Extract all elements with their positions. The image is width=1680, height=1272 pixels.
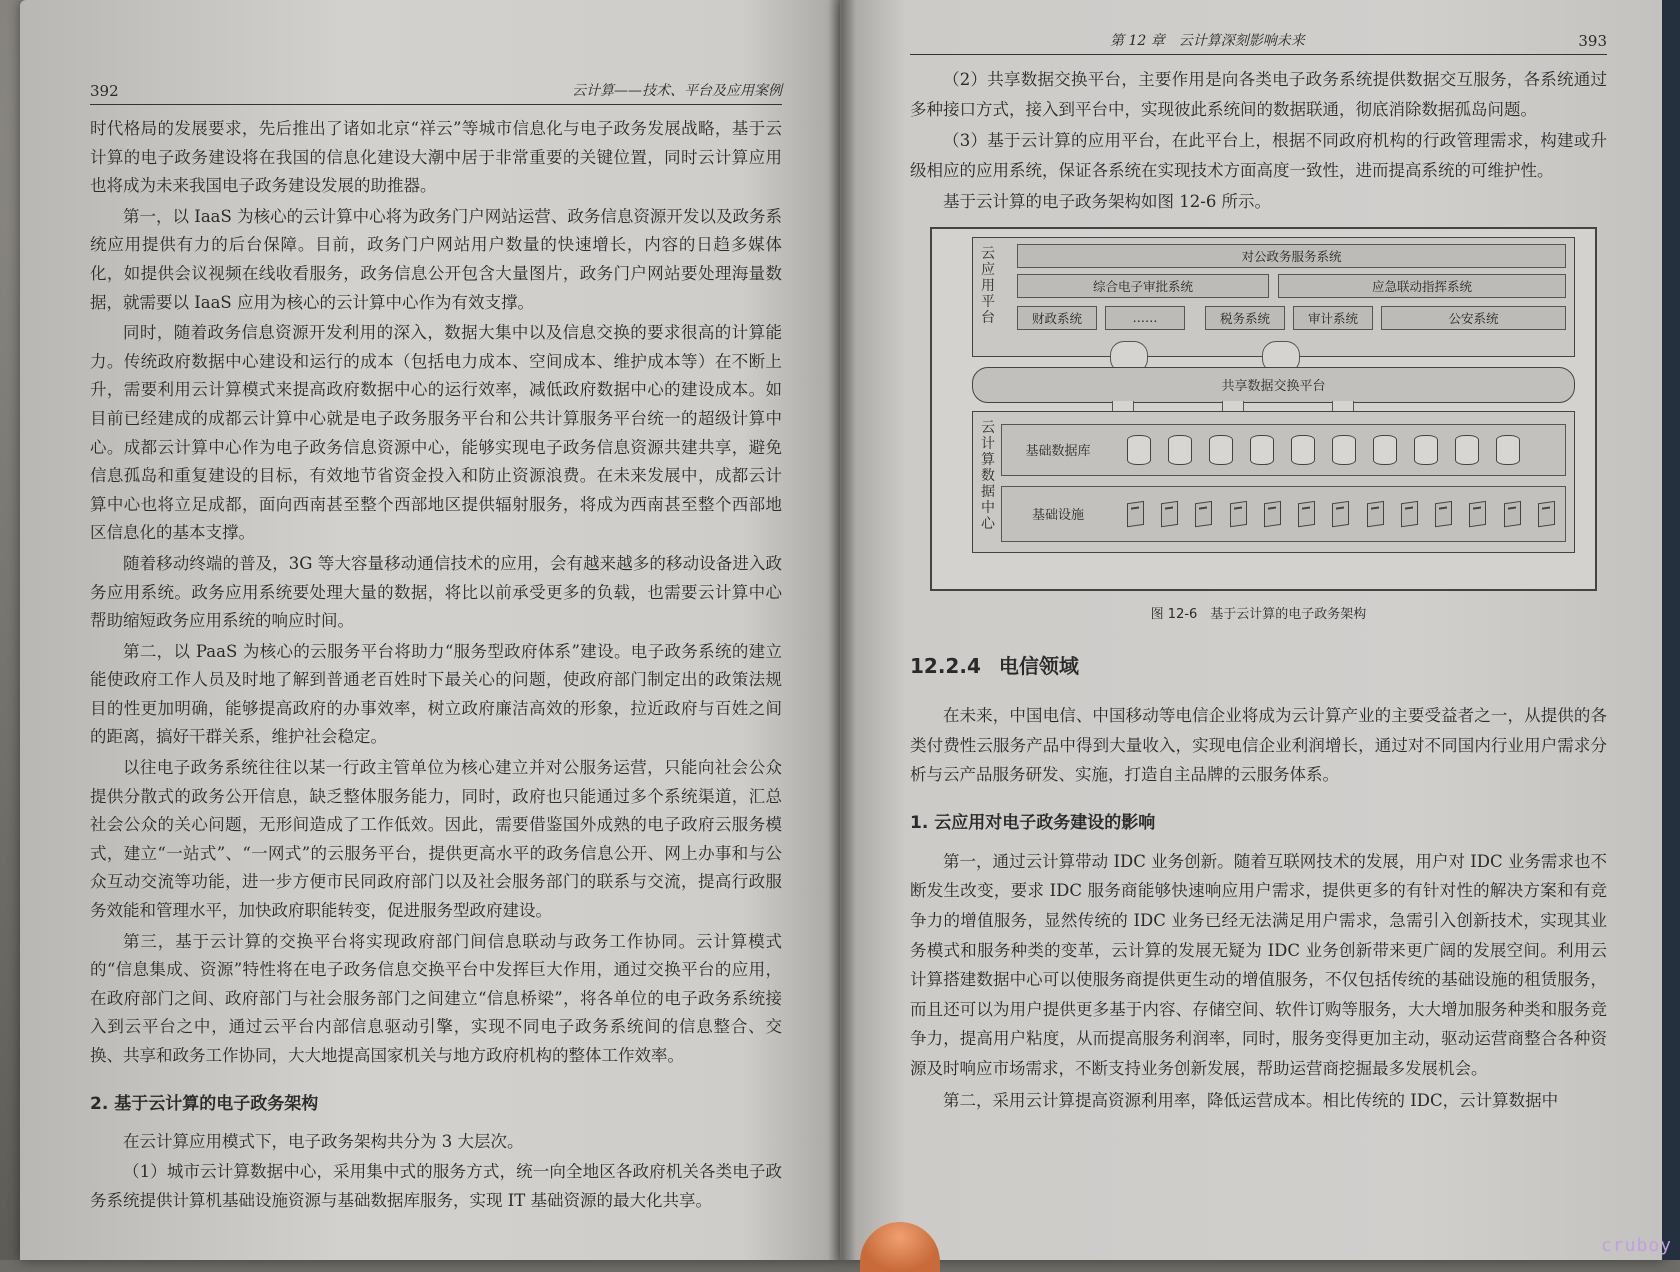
right-page — [840, 0, 1665, 1260]
server-icon — [1161, 501, 1178, 527]
infrastructure-label: 基础设施 — [1031, 508, 1084, 524]
left-page — [20, 0, 840, 1260]
server-icon — [1298, 501, 1315, 527]
figure-caption: 图 12-6 基于云计算的电子政务架构 — [1150, 606, 1367, 622]
server-icon — [1401, 501, 1418, 527]
police-system-box: 公安系统 — [1381, 306, 1566, 330]
paragraph: （1）城市云计算数据中心，采用集中式的服务方式，统一向全地区各政府机关各类电子政务系统提供计算机基础设施资源与基础数据库服务，实现 IT 基础资源的最大化共享。 — [90, 1162, 782, 1210]
paragraph: 以往电子政务系统往往以某一行政主管单位为核心建立并对公服务运营，只能向社会公众提供分散式的政务公开信息，缺乏整体服务能力，同时，政府也只能通过多个系统渠道，汇总社会公众的关心问题，无形间造成了工作低效。因此，需要借鉴国外成熟的电子政府云服务模式，建立“一站式”、“一网式”的云服务平台，提供更高水平的政务信息公开、网上办事和与公众互动交流等功能，进一步方便市民同政府部门以及社会服务部门的联系与交流，提高行政服务效能和管理水平，加快政府职能转变，促进服务型政府建设。 — [90, 758, 782, 921]
paragraph: 第一，以 IaaS 为核心的云计算中心将为政务门户网站运营、政务信息资源开发以及政务系统应用提供有力的后台保障。目前，政务门户网站用户数量的快速增长，内容的日趋多媒体化，如提供会议视频在线收看服务，政务信息公开包含大量图片，政务门户网站要处理海量数据，就需要以 IaaS 应用为核心的云计算中心作为有效支撑。 — [90, 206, 782, 312]
left-page-header — [90, 80, 782, 105]
public-service-system-box: 对公政务服务系统 — [1017, 244, 1566, 268]
server-icons — [1127, 487, 1555, 541]
right-page-number: 393 — [1578, 32, 1607, 50]
paragraph: （3）基于云计算的应用平台，在此平台上，根据不同政府机构的行政管理需求，构建或升级相应的应用系统，保证各系统在实现技术方面高度一致性，进而提高系统的可维护性。 — [910, 131, 1607, 180]
left-page-number: 392 — [90, 82, 119, 100]
paragraph: 基于云计算的电子政务架构如图 12-6 所示。 — [943, 192, 1272, 212]
server-icon — [1538, 501, 1555, 527]
database-icon — [1291, 435, 1315, 465]
data-exchange-platform: 共享数据交换平台 — [972, 367, 1575, 403]
database-icon — [1209, 435, 1233, 465]
approval-system-box: 综合电子审批系统 — [1017, 274, 1269, 298]
paragraph: 第二，以 PaaS 为核心的云服务平台将助力“服务型政府体系”建设。电子政务系统的建立能使政府工作人员及时地了解到普通老百姓时下最关心的问题，使政府部门制定出的政策法规目的性更加明确，能够提高政府的办事效率，树立政府廉洁高效的形象，拉近政府与百姓之间的距离，搞好干群关系，维护社会稳定。 — [90, 641, 782, 747]
infrastructure-row — [1001, 486, 1566, 542]
watermark: cruboy — [1600, 1235, 1672, 1256]
tax-system-box: 税务系统 — [1205, 306, 1285, 330]
section-title: 电信领域 — [998, 653, 1079, 678]
chapter-title: 第 12 章 云计算深刻影响未来 — [1110, 33, 1305, 49]
app-platform-label: 云应用平台 — [981, 245, 995, 326]
server-icon — [1264, 501, 1281, 527]
server-icon — [1504, 501, 1521, 527]
paragraph: 同时，随着政务信息资源开发利用的深入，数据大集中以及信息交换的要求很高的计算能力。传统政府数据中心建设和运行的成本（包括电力成本、空间成本、维护成本等）在不断上升，需要利用云计算模式来提高政府数据中心的运行效率，减低政府数据中心的建设成本。如目前已经建成的成都云计算中心就是电子政务服务平台和公共计算服务平台统一的超级计算中心。成都云计算中心作为电子政务信息资源中心，能够实现电子政务信息资源共建共享，避免信息孤岛和重复建设的目标，有效地节省资金投入和防止资源浪费。在未来发展中，成都云计算中心也将立足成都，面向西南甚至整个西部地区提供辐射服务，将成为西南甚至整个西部地区信息化的基本支撑。 — [90, 323, 782, 543]
paragraph: 随着移动终端的普及，3G 等大容量移动通信技术的应用，会有越来越多的移动设备进入政务应用系统。政务应用系统要处理大量的数据，将比以前承受更多的负载，也需要云计算中心帮助缩短政务应用系统的响应时间。 — [90, 553, 782, 631]
ellipsis-box: …… — [1105, 306, 1185, 330]
server-icon — [1332, 501, 1349, 527]
server-icon — [1469, 501, 1486, 527]
emergency-system-box: 应急联动指挥系统 — [1278, 274, 1566, 298]
finance-system-box: 财政系统 — [1017, 306, 1097, 330]
paragraph: 第二，采用云计算提高资源利用率，降低运营成本。相比传统的 IDC，云计算数据中 — [943, 1090, 1559, 1110]
architecture-diagram — [930, 227, 1597, 591]
server-icon — [1367, 501, 1384, 527]
book-gutter — [828, 0, 856, 1260]
audit-system-box: 审计系统 — [1293, 306, 1373, 330]
database-icon — [1373, 435, 1397, 465]
paragraph: （2）共享数据交换平台，主要作用是向各类电子政务系统提供数据交互服务，各系统通过多种接口方式，接入到平台中，实现彼此系统间的数据联通，彻底消除数据孤岛问题。 — [910, 70, 1607, 119]
paragraph: 时代格局的发展要求，先后推出了诸如北京“祥云”等城市信息化与电子政务发展战略，基于云计算的电子政务建设将在我国的信息化建设大潮中居于非常重要的关键位置，同时云计算应用也将成为未来我国电子政务建设发展的助推器。 — [90, 119, 782, 196]
open-book — [20, 0, 1665, 1260]
database-icon — [1332, 435, 1356, 465]
database-icon — [1127, 435, 1151, 465]
database-icons — [1127, 425, 1555, 475]
section-number: 12.2.4 — [910, 653, 981, 678]
subheading: 1. 云应用对电子政务建设的影响 — [910, 812, 1156, 833]
database-icon — [1455, 435, 1479, 465]
background-edge — [1662, 0, 1680, 1260]
subheading: 2. 基于云计算的电子政务架构 — [90, 1093, 319, 1114]
database-icon — [1168, 435, 1192, 465]
paragraph: 在未来，中国电信、中国移动等电信企业将成为云计算产业的主要受益者之一，从提供的各类付费性云服务产品中得到大量收入，实现电信企业利润增长，通过对不同国内行业用户需求分析与云产品服务研发、实施，打造自主品牌的云服务体系。 — [910, 705, 1607, 785]
paragraph: 在云计算应用模式下，电子政务架构共分为 3 大层次。 — [123, 1131, 524, 1151]
database-icon — [1496, 435, 1520, 465]
datacenter-label: 云计算数据中心 — [981, 419, 995, 532]
database-label: 基础数据库 — [1025, 444, 1091, 460]
server-icon — [1435, 501, 1452, 527]
server-icon — [1230, 501, 1247, 527]
datacenter-tier — [972, 411, 1575, 553]
paragraph: 第一，通过云计算带动 IDC 业务创新。随着互联网技术的发展，用户对 IDC 业务需求也不断发生改变，要求 IDC 服务商能够快速响应用户需求，提供更多的有针对性的解决方案和有竞争力的增值服务，显然传统的 IDC 业务已经无法满足用户需求，急需引入创新技术，实现其业务模式和服务种类的变革，云计算的发展无疑为 IDC 业务创新带来更广阔的发展空间。利用云计算搭建数据中心可以使服务商提供更生动的增值服务，不仅包括传统的基础设施的租赁服务，而且还可以为用户提供更多基于内容、存储空间、软件订购等服务，大大增加服务种类和服务竞争力，提高用户粘度，从而提高服务利润率，同时，服务变得更加主动，驱动运营商整合各种资源及时响应市场需求，不断支持业务创新发展，帮助运营商挖掘最多发展机会。 — [910, 851, 1607, 1078]
book-title: 云计算——技术、平台及应用案例 — [572, 83, 782, 99]
right-page-header — [910, 30, 1607, 55]
server-icon — [1195, 501, 1212, 527]
section-heading — [910, 650, 1607, 679]
database-row — [1001, 424, 1566, 476]
server-icon — [1127, 501, 1144, 527]
database-icon — [1250, 435, 1274, 465]
database-icon — [1414, 435, 1438, 465]
app-platform-tier — [972, 237, 1575, 357]
paragraph: 第三，基于云计算的交换平台将实现政府部门间信息联动与政务工作协同。云计算模式的“信息集成、资源”特性将在电子政务信息交换平台中发挥巨大作用，通过交换平台的应用，在政府部门之间、政府部门与社会服务部门之间建立“信息桥梁”，将各单位的电子政务系统接入到云平台之中，通过云平台内部信息驱动引擎，实现不同电子政务系统间的信息整合、交换、共享和政务工作协同，大大地提高国家机关与地方政府机构的整体工作效率。 — [90, 931, 782, 1065]
